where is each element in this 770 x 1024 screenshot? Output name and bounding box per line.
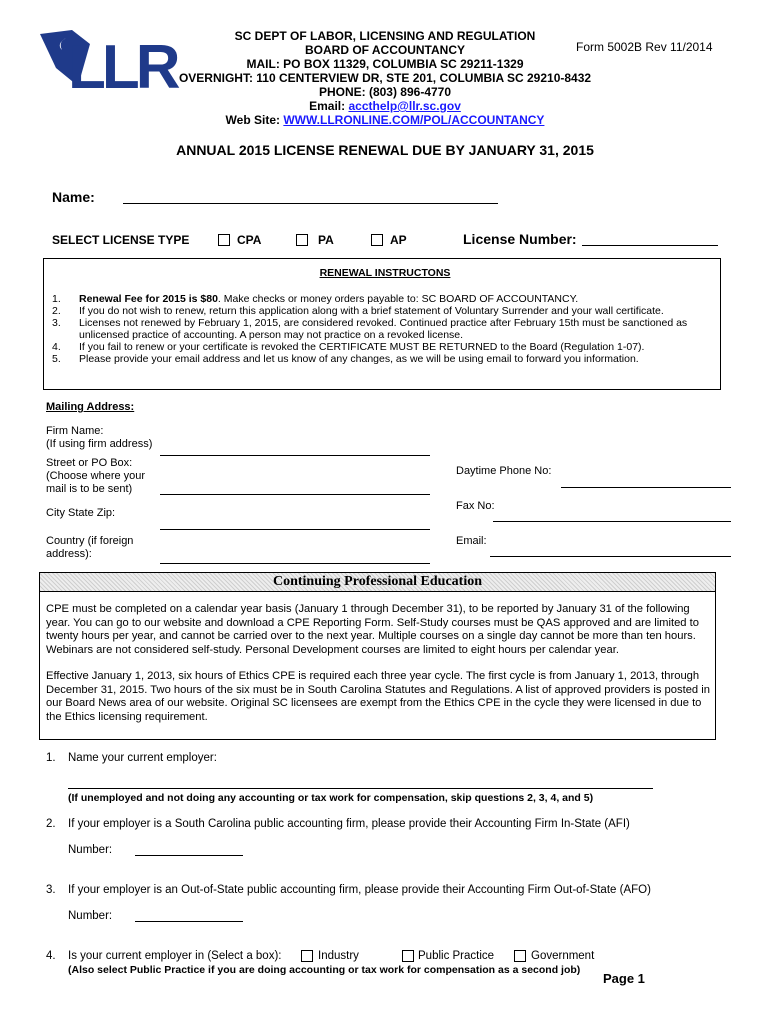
header-web-line [0, 113, 770, 127]
name-label: Name: [52, 189, 95, 205]
page-title: ANNUAL 2015 LICENSE RENEWAL DUE BY JANUARY 31, 2015 [176, 142, 594, 158]
public-practice-label: Public Practice [418, 950, 495, 962]
select-license-label: SELECT LICENSE TYPE [52, 233, 190, 247]
public-practice-checkbox[interactable] [402, 950, 414, 962]
header-line-2: BOARD OF ACCOUNTANCY [305, 43, 465, 57]
q4-note: (Also select Public Practice if you are doing accounting or tax work for compensation as a second job) [68, 964, 581, 976]
cpe-heading: Continuing Professional Education [272, 574, 482, 589]
industry-label: Industry [318, 950, 359, 962]
license-number-label: License Number: [463, 231, 577, 247]
fax-label: Fax No: [456, 500, 495, 512]
header-line-1: SC DEPT OF LABOR, LICENSING AND REGULATION [234, 29, 536, 43]
q4-number: 4. [46, 950, 56, 962]
q2-number: 2. [46, 818, 56, 830]
q1-note: (If unemployed and not doing any accounting or tax work for compensation, skip questions 2, 3, 4, and 5) [68, 792, 594, 804]
firm-name-field[interactable] [160, 455, 430, 456]
email-label: Email: [309, 99, 349, 113]
mailing-address-heading: Mailing Address: [46, 401, 135, 413]
instructions-heading: RENEWAL INSTRUCTONS [319, 267, 451, 279]
header-line-4: OVERNIGHT: 110 CENTERVIEW DR, STE 201, COLUMBIA SC 29210-8432 [178, 71, 592, 85]
q4-text: Is your current employer in (Select a box): [68, 950, 282, 962]
q3-number-label: Number: [68, 910, 113, 922]
government-checkbox[interactable] [514, 950, 526, 962]
street-field[interactable] [160, 494, 430, 495]
afi-number-field[interactable] [135, 855, 243, 856]
afo-number-field[interactable] [135, 921, 243, 922]
employer-field[interactable] [68, 788, 653, 789]
city-state-zip-label: City State Zip: [46, 507, 116, 519]
pa-checkbox[interactable] [296, 234, 308, 246]
pa-label: PA [318, 233, 334, 247]
city-state-zip-field[interactable] [160, 529, 430, 530]
q1-text: Name your current employer: [68, 752, 217, 764]
header-line-5: PHONE: (803) 896-4770 [318, 85, 452, 99]
name-field[interactable] [123, 203, 498, 204]
q1-number: 1. [46, 752, 56, 764]
email-link[interactable]: accthelp@llr.sc.gov [348, 99, 461, 113]
header-line-3: MAIL: PO BOX 11329, COLUMBIA SC 29211-1329 [246, 57, 524, 71]
street-label: Street or PO Box: [46, 457, 133, 469]
form-number: Form 5002B Rev 11/2014 [576, 40, 713, 54]
email-label-field: Email: [456, 535, 487, 547]
country-label-2: address): [46, 548, 92, 560]
license-number-field[interactable] [582, 245, 718, 246]
country-label-1: Country (if foreign [46, 535, 134, 547]
ap-checkbox[interactable] [371, 234, 383, 246]
country-field[interactable] [160, 563, 430, 564]
web-link[interactable]: WWW.LLRONLINE.COM/POL/ACCOUNTANCY [283, 113, 545, 127]
fax-field[interactable] [493, 521, 731, 522]
cpa-checkbox[interactable] [218, 234, 230, 246]
government-label: Government [531, 950, 595, 962]
firm-name-sublabel: (If using firm address) [46, 438, 153, 450]
email-field[interactable] [490, 556, 731, 557]
q2-number-label: Number: [68, 844, 113, 856]
cpa-label: CPA [237, 233, 262, 247]
firm-name-label: Firm Name: [46, 425, 104, 437]
cpe-paragraph-1: CPE must be completed on a calendar year basis (January 1 through December 31), to be reported by January 31 of the following year. You can go to our website and download a CPE Reporting Form. Self-Study courses must be QAS approved and are limited to twenty hours per year, and cannot be carried over to the next year. Multiple courses on a single day cannot be more than ten hours. Webinars are not considered self-study. Personal Development courses are limited to eight hours per calendar year. [46, 603, 699, 656]
street-sublabel-1: (Choose where your [46, 470, 146, 482]
svg-text:LLR: LLR [68, 33, 177, 92]
ap-label: AP [390, 233, 407, 247]
web-label: Web Site: [225, 113, 284, 127]
industry-checkbox[interactable] [301, 950, 313, 962]
q3-number: 3. [46, 884, 56, 896]
daytime-phone-label: Daytime Phone No: [456, 465, 552, 477]
page-number: Page 1 [603, 971, 645, 986]
daytime-phone-field[interactable] [561, 487, 731, 488]
q3-text: If your employer is an Out-of-State public accounting firm, please provide their Accounting Firm Out-of-State (AFO) [68, 884, 651, 896]
header-email-line [0, 99, 770, 113]
street-sublabel-2: mail is to be sent) [46, 483, 133, 495]
cpe-paragraph-2: Effective January 1, 2013, six hours of Ethics CPE is required each three year cycle. The first cycle is from January 1, 2013, through December 31, 2015. Two hours of the six must be in South Carolina Statutes and Regulations. A list of approved providers is posted in our Board News area of our website. Original SC licensees are exempt from the Ethics CPE in the cycle they were licensed in due to the Ethics licensing requirement. [46, 670, 710, 723]
q2-text: If your employer is a South Carolina public accounting firm, please provide their Accounting Firm In-State (AFI) [68, 818, 630, 830]
